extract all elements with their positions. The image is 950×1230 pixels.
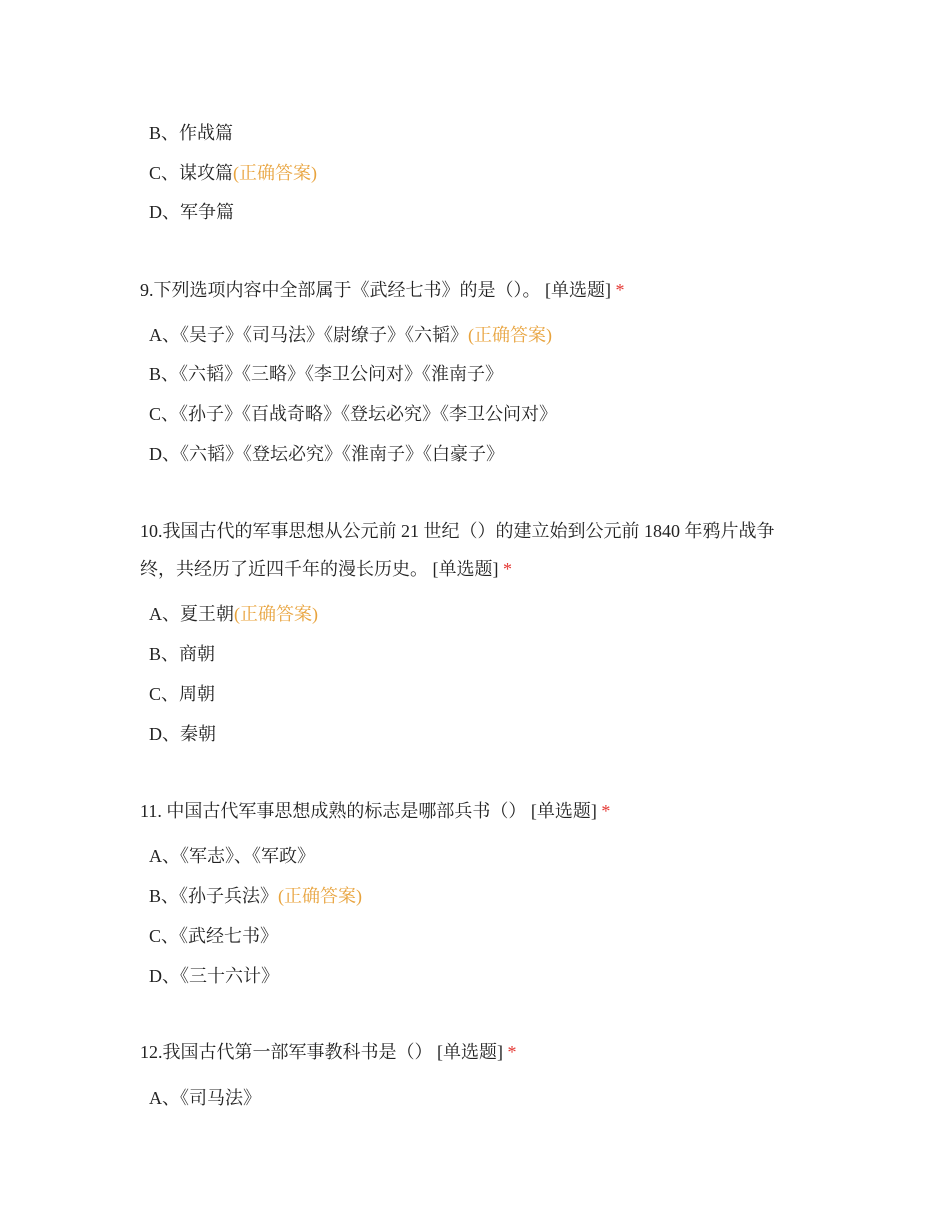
q8-option-d: [149, 199, 234, 225]
q10-option-b: [149, 641, 215, 667]
correct-answer-tag: (正确答案): [234, 604, 318, 624]
q12-question: [140, 1033, 800, 1071]
option-text: A、《司马法》: [149, 1088, 261, 1108]
q11-option-b: [149, 883, 362, 909]
q11-option-a: [149, 843, 315, 869]
q9-option-a: [149, 322, 552, 348]
correct-answer-tag: (正确答案): [278, 886, 363, 906]
option-text: C、《武经七书》: [149, 926, 279, 946]
q8-option-c: [149, 160, 317, 186]
option-text: D、《六韬》《登坛必究》《淮南子》《白豪子》: [149, 444, 504, 464]
option-text: C、周朝: [149, 684, 216, 704]
q9-question: [140, 271, 800, 309]
question-text: 10.我国古代的军事思想从公元前 21 世纪（）的建立始到公元前 1840 年鸦片战争终，共经历了近四千年的漫长历史。: [140, 521, 775, 579]
q10-question: [140, 512, 800, 588]
q10-option-d: [149, 721, 216, 747]
option-text: D、军争篇: [149, 202, 234, 222]
required-mark: *: [615, 280, 625, 300]
option-text: A、夏王朝: [149, 604, 234, 624]
required-mark: *: [601, 801, 611, 821]
question-text: 9.下列选项内容中全部属于《武经七书》的是（）。: [140, 280, 541, 300]
option-text: B、作战篇: [149, 123, 234, 143]
q10-option-c: [149, 681, 215, 707]
q9-option-c: [149, 401, 557, 427]
q11-question: [140, 792, 800, 830]
option-text: C、谋攻篇: [149, 163, 234, 183]
option-text: A、《军志》、《军政》: [149, 846, 315, 866]
question-type-tag: [单选题]: [530, 801, 597, 821]
option-text: C、《孙子》《百战奇略》《登坛必究》《李卫公问对》: [149, 404, 558, 424]
required-mark: *: [503, 559, 512, 579]
q12-option-a: [149, 1085, 261, 1111]
q11-option-c: [149, 923, 278, 949]
option-text: B、商朝: [149, 644, 216, 664]
question-type-tag: [单选题]: [545, 280, 611, 300]
option-text: D、《三十六计》: [149, 966, 279, 986]
q9-option-b: [149, 361, 503, 387]
correct-answer-tag: (正确答案): [468, 325, 552, 345]
correct-answer-tag: (正确答案): [233, 163, 318, 183]
q9-option-d: [149, 441, 504, 467]
option-text: B、《六韬》《三略》《李卫公问对》《淮南子》: [149, 364, 504, 384]
question-type-tag: [单选题]: [437, 1042, 503, 1062]
q10-option-a: [149, 601, 318, 627]
required-mark: *: [507, 1042, 517, 1062]
option-text: A、《吴子》《司马法》《尉缭子》《六韬》: [149, 325, 468, 345]
option-text: B、《孙子兵法》: [149, 886, 279, 906]
option-text: D、秦朝: [149, 724, 216, 744]
question-text: 12.我国古代第一部军事教科书是（）: [140, 1042, 433, 1062]
question-text: 11. 中国古代军事思想成熟的标志是哪部兵书（）: [140, 801, 527, 821]
question-type-tag: [单选题]: [432, 559, 499, 579]
q8-option-b: [149, 120, 233, 146]
q11-option-d: [149, 963, 279, 989]
